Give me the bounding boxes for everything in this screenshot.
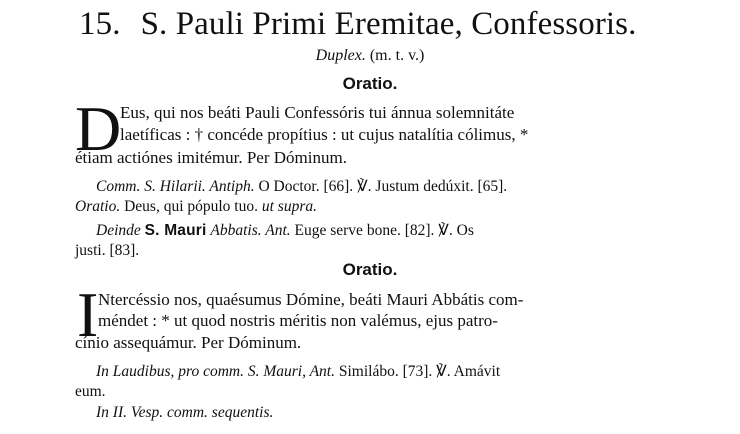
feast-number: 15. [79,6,121,42]
mauri-antiphon: Euge serve bone. [82]. [294,222,435,239]
comm-hilarii-label: Comm. S. Hilarii. Antiph. [96,178,255,195]
oratio-2-line-1: Ntercéssio nos, quaésumus Dómine, beáti Mauri Abbátis com- [98,290,524,309]
feast-name: S. Pauli Primi Eremitae, Confessoris. [140,6,637,42]
comm-hilarii-oratio-label: Oratio. [75,198,121,215]
comm-hilarii-line-2 [75,197,317,217]
oratio-1-line-3: étiam actiónes imitémur. Per Dóminum. [75,148,347,167]
dropcap-i: I [77,279,99,350]
deinde-label: Deinde [96,222,141,239]
oratio-2-line-3: cínio assequámur. Per Dóminum. [75,333,302,352]
oratio-2-line-2: méndet : * ut quod nostris méritis non valémus, ejus patro- [98,311,498,330]
mauri-versicle: ℣. Os [438,222,474,239]
laudes-antiphon: Similábo. [73]. [338,363,433,380]
abbatis-label: Abbatis. Ant. [210,222,291,239]
comm-hilarii-antiphon: O Doctor. [66]. [258,178,354,195]
feast-title [79,4,636,44]
laudes-line-1 [96,362,500,382]
comm-hilarii-versicle: ℣. Justum dedúxit. [65]. [357,178,508,195]
rank-duplex: Duplex. [315,47,366,64]
vespers-note: In II. Vesp. comm. sequentis. [96,404,274,421]
laudes-line-2: eum. [75,383,106,400]
oratio-heading-1: Oratio. [342,74,398,93]
oratio-1-line-2: laetíficas : † concéde propítius : ut cujus natalítia cólimus, * [120,125,529,144]
laudes-label: In Laudibus, pro comm. S. Mauri, Ant. [96,363,335,380]
rank-colors: (m. t. v.) [369,47,425,64]
comm-hilarii-oratio-text: Deus, qui pópulo tuo. [124,198,258,215]
oratio-heading-2: Oratio. [342,260,398,279]
saint-mauri: S. Mauri [144,222,207,239]
laudes-versicle: ℣. Amávit [436,363,501,380]
oratio-1-line-1: Eus, qui nos beáti Pauli Confessóris tui ánnua solemnitáte [120,103,515,122]
comm-hilarii-line-1 [96,177,507,197]
mauri-line-1 [96,221,474,241]
feast-rank [0,46,740,66]
mauri-line-2: justi. [83]. [75,242,140,259]
comm-hilarii-supra: ut supra. [261,198,317,215]
dropcap-d: D [75,93,122,164]
